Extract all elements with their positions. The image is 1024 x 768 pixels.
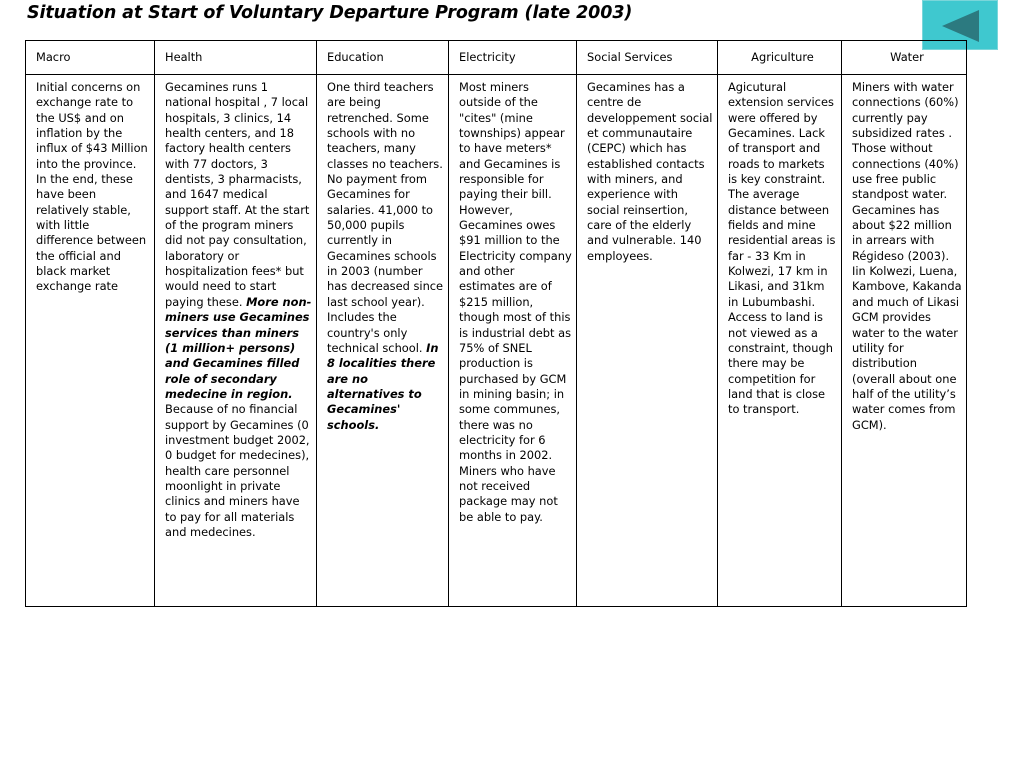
cell-social-services (577, 75, 718, 607)
health-text-continued: Because of no financial support by Gecamines (0 investment budget 2002, 0 budget for medecines), health care personnel moonlight in private clinics and miners have to pay for all materials and medecines. (165, 402, 310, 539)
macro-text: Initial concerns on exchange rate to the US$ and on inflation by the influx of $43 Million into the province. In the end, these have been relatively stable, with little difference between the official and black market exchange rate (36, 80, 148, 294)
health-emphasis: More non-miners use Gecamines services than miners (1 million+ persons) and Gecamines filled role of secondary medecine in region. (165, 294, 312, 401)
triangle-left-icon (941, 9, 981, 43)
education-text: One third teachers are being retrenched. Some schools with no teachers, many classes no teachers. No payment from Gecamines for salaries. 41,000 to 50,000 pupils currently in Gecamines schools in 2003 (number has decreased since last school year). Includes the country's only technical school. (327, 80, 444, 355)
header-health: Health (155, 41, 317, 75)
header-water: Water (842, 41, 967, 75)
header-agriculture: Agriculture (718, 41, 842, 75)
header-macro: Macro (26, 41, 155, 75)
education-emphasis: In 8 localities there are no alternatives to Gecamines' schools. (327, 340, 439, 432)
agriculture-text: Agicutural extension services were offered by Gecamines. Lack of transport and roads to markets is key constraint. The average distance between fields and mine residential areas is far - 33 Km in Kolwezi, 17 km in Likasi, and 31km in Lubumbashi. Access to land is not viewed as a constraint, though there may be competition for land that is close to transport. (728, 80, 836, 417)
cell-agriculture (718, 75, 842, 607)
cell-electricity (449, 75, 577, 607)
table-row (26, 75, 967, 607)
page-title: Situation at Start of Voluntary Departure Program (late 2003) (27, 3, 633, 23)
health-text: Gecamines runs 1 national hospital , 7 local hospitals, 3 clinics, 14 health centers, and 18 factory health centers with 77 doctors, 3 dentists, 3 pharmacists, and 1647 medical support staff. At the start of the program miners did not pay consultation, laboratory or hospitalization fees* but would need to start paying these. (165, 80, 310, 309)
cell-macro (26, 75, 155, 607)
header-electricity: Electricity (449, 41, 577, 75)
electricity-text: Most miners outside of the "cites" (mine townships) appear to have meters* and Gecamines is responsible for paying their bill. However, Gecamines owes $91 million to the Electricity company and other estimates are of $215 million, though most of this is industrial debt as 75% of SNEL production is purchased by GCM in mining basin; in some communes, there was no electricity for 6 months in 2002. Miners who have not received package may not be able to pay. (459, 80, 572, 524)
social-services-text: Gecamines has a centre de developpement social et communautaire (CEPC) which has established contacts with miners, and experience with social reinsertion, care of the elderly and vulnerable. 140 employees. (587, 80, 713, 263)
cell-education (317, 75, 449, 607)
cell-water (842, 75, 967, 607)
water-text: Miners with water connections (60%) currently pay subsidized rates . Those without connections (40%) use free public standpost water. Gecamines has about $22 million in arrears with Régideso (2003). Iin Kolwezi, Luena, Kambove, Kakanda and much of Likasi GCM provides water to the water utility for distribution (overall about one half of the utility’s water comes from GCM). (852, 80, 962, 432)
cell-health (155, 75, 317, 607)
header-social-services: Social Services (577, 41, 718, 75)
program-situation-table (25, 40, 967, 607)
table-header-row (26, 41, 967, 75)
header-education: Education (317, 41, 449, 75)
